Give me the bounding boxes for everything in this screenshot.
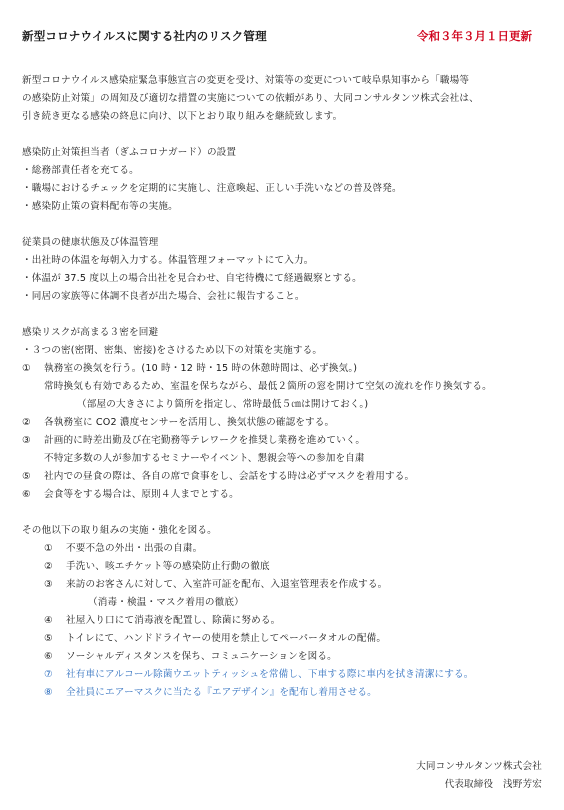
numbered-item [22,468,548,486]
item-text: 全社員にエアーマスクに当たる『エアデザイン』を配布し着用させる。 [66,687,377,698]
signature-block [416,758,542,794]
item-number: ⑦ [44,669,53,680]
numbered-item [22,558,548,576]
section-heading-health-check: 従業員の健康状態及び体温管理 [22,237,159,248]
list-item: ・総務部責任者を充てる。 [22,165,139,176]
update-date: 令和３年３月１日更新 [417,29,532,43]
section-heading-three-cs: 感染リスクが高まる３密を回避 [22,327,159,338]
item-text: 手洗い、咳エチケット等の感染防止行動の徹底 [66,561,270,572]
company-name: 大同コンサルタンツ株式会社 [416,761,542,772]
item-number: ② [44,561,53,572]
item-text: 計画的に時差出勤及び在宅勤務等テレワークを推奨し業務を進めていく。 [44,435,366,446]
item-text: 会食等をする場合は、原則４人までとする。 [44,489,239,500]
item-text: 来訪のお客さんに対して、入室許可証を配布、入退室管理表を作成する。 [66,579,388,590]
item-number: ③ [22,435,31,446]
numbered-item [22,612,548,630]
numbered-item-highlighted [22,666,548,684]
item-number: ⑥ [44,651,53,662]
numbered-item [22,414,548,432]
item-number: ② [22,417,31,428]
list-item: ・出社時の体温を毎朝入力する。体温管理フォーマットにて入力。 [22,255,314,266]
intro-line: 新型コロナウイルス感染症緊急事態宣言の変更を受け、対策等の変更について岐阜県知事から「職場等 [22,75,470,86]
item-number: ⑤ [44,633,53,644]
document-header [22,28,542,44]
numbered-item-note: （部屋の大きさにより箇所を指定し、常時最低５㎝は開けておく。) [77,399,369,410]
page-title: 新型コロナウイルスに関する社内のリスク管理 [22,29,267,43]
numbered-item-continuation: 不特定多数の人が参加するセミナーやイベント、懇親会等への参加を自粛 [44,453,365,464]
document-body [22,72,548,702]
item-text: 社内での昼食の際は、各自の席で食事をし、会話をする時は必ずマスクを着用する。 [44,471,415,482]
item-text: 社有車にアルコール除菌ウエットティッシュを常備し、下車する際に車内を拭き清潔にする。 [66,669,474,680]
representative-name: 代表取締役 浅野芳宏 [444,779,542,790]
list-item: ・職場におけるチェックを定期的に実施し、注意喚起、正しい手洗いなどの普及啓発。 [22,183,402,194]
item-text: 不要不急の外出・出張の自粛。 [66,543,203,554]
numbered-item [22,630,548,648]
numbered-item [22,486,548,504]
numbered-item [22,360,548,378]
numbered-item [22,432,548,450]
numbered-item [22,648,548,666]
item-number: ⑥ [22,489,31,500]
section-lead: ・３つの密(密閉、密集、密接)をさけるため以下の対策を実施する。 [22,345,323,356]
numbered-item [22,540,548,558]
list-item: ・体温が 37.5 度以上の場合出社を見合わせ、自宅待機にて経過観察とする。 [22,273,362,284]
item-text: トイレにて、ハンドドライヤーの使用を禁止してペーパータオルの配備。 [66,633,387,644]
list-item: ・感染防止策の資料配布等の実施。 [22,201,178,212]
section-heading-infection-officer: 感染防止対策担当者（ぎふコロナガード）の設置 [22,147,237,158]
item-number: ③ [44,579,53,590]
item-number: ④ [44,615,53,626]
item-text: ソーシャルディスタンスを保ち、コミュニケーションを図る。 [66,651,337,662]
numbered-item-highlighted [22,684,548,702]
item-text: 各執務室に CO2 濃度センサーを活用し、換気状態の確認をする。 [44,417,335,428]
numbered-item-continuation: 常時換気も有効であるため、室温を保ちながら、最低２箇所の窓を開けて空気の流れを作り換気する。 [44,381,492,392]
list-item: ・同居の家族等に体調不良者が出た場合、会社に報告すること。 [22,291,305,302]
item-number: ① [22,363,31,374]
numbered-item [22,576,548,594]
item-number: ⑤ [22,471,31,482]
item-number: ⑧ [44,687,53,698]
intro-line: の感染防止対策」の周知及び適切な措置の実施についての依頼があり、大同コンサルタンツ株式会社は、 [22,93,479,104]
numbered-item-note: （消毒・検温・マスク着用の徹底） [88,597,244,608]
intro-line: 引き続き更なる感染の終息に向け、以下とおり取り組みを継続致します。 [22,111,343,122]
item-text: 執務室の換気を行う。(10 時・12 時・15 時の休憩時間は、必ず換気。) [44,363,358,374]
item-text: 社屋入り口にて消毒液を配置し、除菌に努める。 [66,615,281,626]
section-heading-other-measures: その他以下の取り組みの実施・強化を図る。 [22,525,217,536]
item-number: ① [44,543,53,554]
